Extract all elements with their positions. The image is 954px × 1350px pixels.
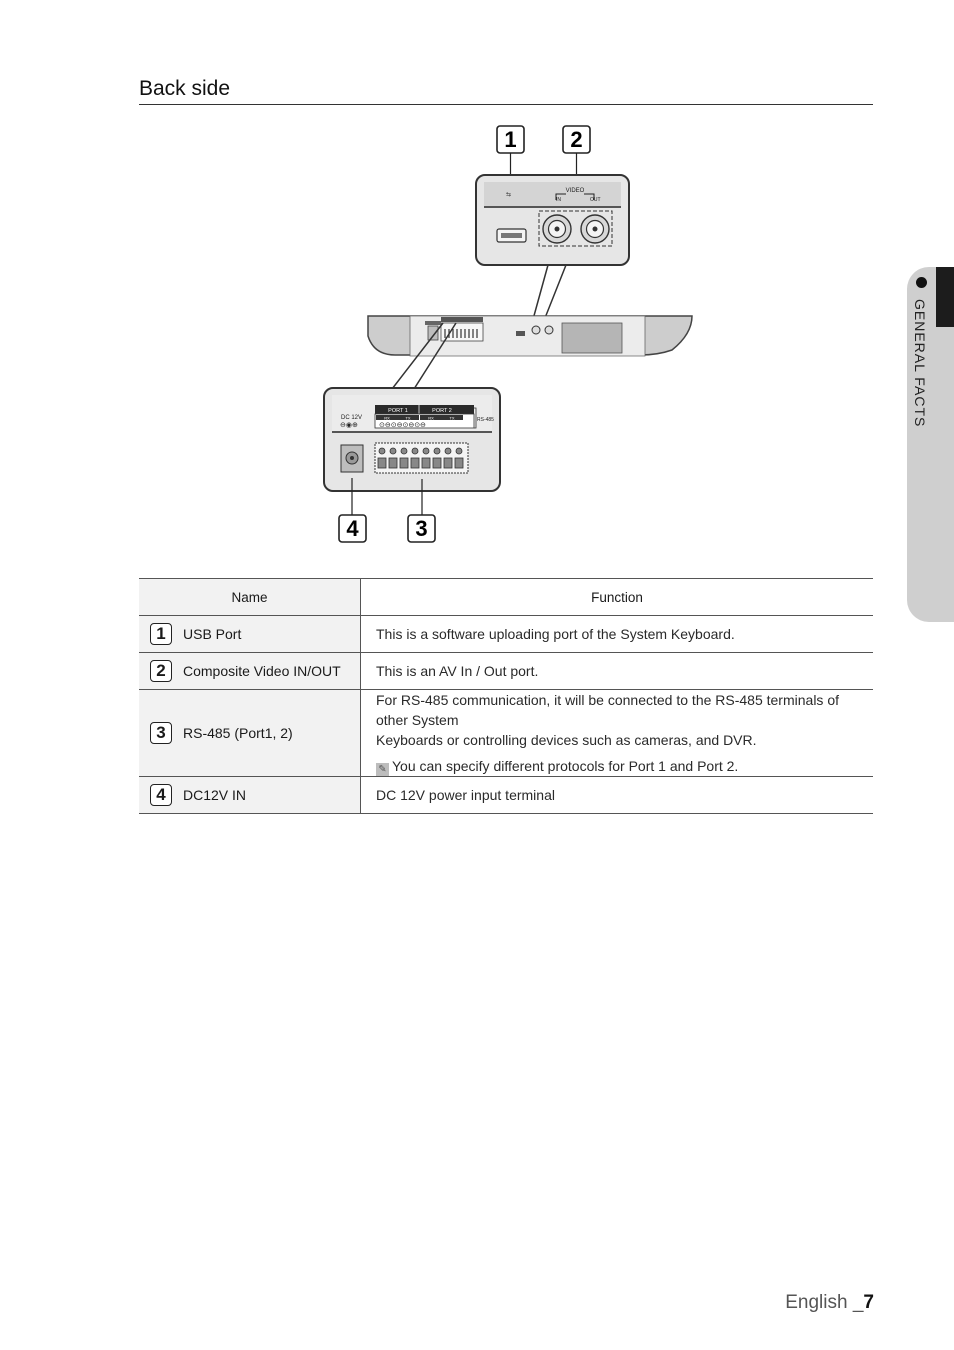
device-body — [368, 316, 692, 356]
row-function: This is a software uploading port of the System Keyboard. — [376, 626, 735, 642]
row-function-line: Keyboards or controlling devices such as cameras, and DVR. — [376, 732, 757, 748]
table-header-row — [139, 579, 873, 616]
table-row — [139, 653, 873, 690]
row-function: This is an AV In / Out port. — [376, 663, 539, 679]
table-row — [139, 616, 873, 653]
table-row — [139, 690, 873, 777]
row-number-badge: 2 — [150, 660, 172, 682]
callout-4 — [339, 515, 366, 542]
row-number-badge: 4 — [150, 784, 172, 806]
svg-text:⇆: ⇆ — [506, 192, 512, 198]
title-rule — [139, 104, 873, 105]
callout-2-label: 2 — [570, 127, 583, 152]
video-label: VIDEO — [565, 188, 585, 194]
page-footer — [785, 1292, 874, 1314]
page-number: 7 — [863, 1292, 874, 1313]
row-function-line: For RS-485 communication, it will be connected to the RS-485 terminals of other System — [376, 692, 839, 728]
callout-2 — [563, 126, 590, 153]
bullet-icon — [916, 277, 927, 288]
usb-video-panel — [476, 175, 629, 323]
callout-1 — [497, 126, 524, 153]
svg-text:⊙⊖⊙⊖⊙⊖⊙⊖: ⊙⊖⊙⊖⊙⊖⊙⊖ — [379, 422, 426, 429]
row-number-badge: 1 — [150, 623, 172, 645]
row-function — [361, 690, 874, 777]
callout-4-label: 4 — [346, 516, 359, 541]
note-icon: ✎ — [376, 763, 389, 776]
side-tab-label: GENERAL FACTS — [912, 299, 928, 428]
port1-label: PORT 1 — [388, 408, 408, 414]
video-out-label: OUT — [590, 197, 601, 203]
header-name: Name — [139, 579, 361, 616]
rx-label-2: RX — [428, 415, 434, 421]
tx-label-2: TX — [449, 415, 455, 421]
side-tab-marker — [936, 267, 954, 327]
rx-label-1: RX — [384, 415, 390, 421]
video-in-label: IN — [556, 197, 561, 203]
back-side-diagram — [300, 118, 720, 548]
dc-label: DC 12V — [341, 415, 363, 421]
section-title: Back side — [139, 77, 231, 100]
row-name: Composite Video IN/OUT — [183, 653, 361, 690]
rs485-label: RS-485 — [477, 417, 494, 423]
note-text: You can specify different protocols for Port 1 and Port 2. — [392, 758, 739, 774]
row-name: DC12V IN — [183, 777, 361, 814]
tx-label-1: TX — [405, 415, 411, 421]
note-line — [376, 756, 867, 776]
header-function: Function — [591, 589, 643, 605]
callout-1-label: 1 — [504, 127, 517, 152]
row-function: DC 12V power input terminal — [376, 787, 555, 803]
footer-language: English _ — [785, 1292, 864, 1313]
dc-rs485-panel — [324, 388, 500, 491]
table-row — [139, 777, 873, 814]
svg-text:⊖◉⊕: ⊖◉⊕ — [340, 422, 358, 429]
spec-table — [139, 578, 873, 814]
callout-3-label: 3 — [415, 516, 428, 541]
port2-label: PORT 2 — [432, 408, 452, 414]
row-name: USB Port — [183, 616, 361, 653]
row-name: RS-485 (Port1, 2) — [183, 690, 361, 777]
callout-3 — [408, 515, 435, 542]
row-number-badge: 3 — [150, 722, 172, 744]
